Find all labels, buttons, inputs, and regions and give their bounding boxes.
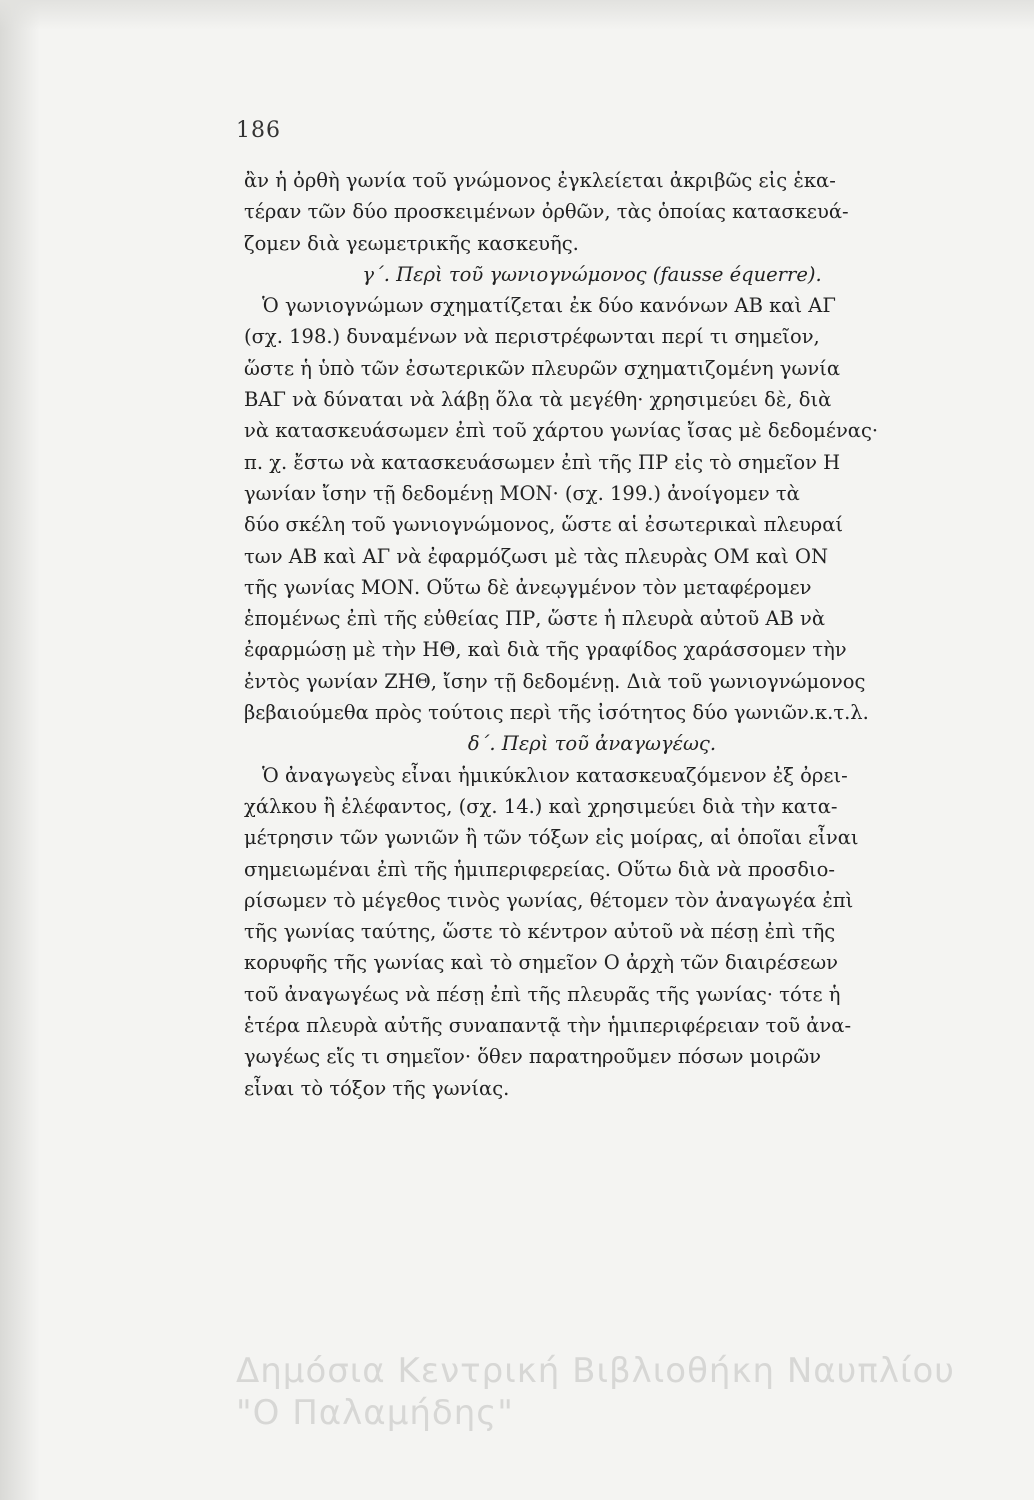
text-line: ρίσωμεν τὸ μέγεθος τινὸς γωνίας, θέτομεν τὸν ἀναγωγέα ἐπὶ <box>244 888 854 912</box>
text-line: γωνίαν ἴσην τῇ δεδομένῃ ΜΟΝ· (σχ. 199.) ἀνοίγομεν τὰ <box>244 481 800 505</box>
text-line: ἑτέρα πλευρὰ αὐτῆς συναπαντᾷ τὴν ἡμιπεριφέρειαν τοῦ ἀνα- <box>244 1014 852 1038</box>
text-line: τοῦ ἀναγωγέως νὰ πέσῃ ἐπὶ τῆς πλευρᾶς τῆς γωνίας· τότε ἡ <box>244 982 841 1006</box>
library-watermark <box>236 1350 996 1434</box>
text-line: (σχ. 198.) δυναμένων νὰ περιστρέφωνται περί τι σημεῖον, <box>244 325 820 349</box>
text-line: ΒΑΓ νὰ δύναται νὰ λάβῃ ὅλα τὰ μεγέθη· χρησιμεύει δὲ, διὰ <box>244 388 832 412</box>
text-line: γωγέως εἴς τι σημεῖον· ὅθεν παρατηροῦμεν πόσων μοιρῶν <box>244 1045 821 1069</box>
text-line: σημειωμέναι ἐπὶ τῆς ἡμιπεριφερείας. Οὕτω διὰ νὰ προσδιο- <box>244 857 835 881</box>
text-line: νὰ κατασκευάσωμεν ἐπὶ τοῦ χάρτου γωνίας ἴσας μὲ δεδομένας· <box>244 419 879 443</box>
watermark-line: "Ο Παλαμήδης" <box>236 1393 514 1433</box>
text-line: εἶναι τὸ τόξον τῆς γωνίας. <box>244 1076 510 1100</box>
text-line: χάλκου ἢ ἐλέφαντος, (σχ. 14.) καὶ χρησιμεύει διὰ τὴν κατα- <box>244 794 838 818</box>
text-line: Ὁ γωνιογνώμων σχηματίζεται ἐκ δύο κανόνων ΑΒ καὶ ΑΓ <box>262 294 836 318</box>
page-number: 186 <box>236 118 281 143</box>
section-heading-delta: δ΄. Περὶ τοῦ ἀναγωγέως. <box>467 732 717 756</box>
text-line: τῆς γωνίας ταύτης, ὥστε τὸ κέντρον αὐτοῦ νὰ πέσῃ ἐπὶ τῆς <box>244 920 836 944</box>
text-line: ζομεν διὰ γεωμετρικῆς κασκευῆς. <box>244 231 579 255</box>
page-top-shadow <box>0 0 1034 30</box>
page-edge-shadow <box>0 0 40 1500</box>
text-line: τῆς γωνίας ΜΟΝ. Οὕτω δὲ ἀνεῳγμένον τὸν μεταφέρομεν <box>244 575 812 599</box>
text-line: μέτρησιν τῶν γωνιῶν ἢ τῶν τόξων εἰς μοίρας, αἱ ὁποῖαι εἶναι <box>244 826 859 850</box>
text-line: ἐφαρμώσῃ μὲ τὴν ΗΘ, καὶ διὰ τῆς γραφίδος χαράσσομεν τὴν <box>244 638 847 662</box>
text-line: των ΑΒ καὶ ΑΓ νὰ ἐφαρμόζωσι μὲ τὰς πλευρὰς ΟΜ καὶ ΟΝ <box>244 544 829 568</box>
text-line: ἂν ἡ ὀρθὴ γωνία τοῦ γνώμονος ἐγκλείεται ἀκριβῶς εἰς ἑκα- <box>244 169 836 192</box>
text-line: βεβαιούμεθα πρὸς τούτοις περὶ τῆς ἰσότητος δύο γωνιῶν.κ.τ.λ. <box>244 701 869 725</box>
text-line: τέραν τῶν δύο προσκειμένων ὀρθῶν, τὰς ὁποίας κατασκευά- <box>244 200 849 224</box>
body-text <box>244 165 980 1104</box>
text-line: ἐντὸς γωνίαν ΖΗΘ, ἴσην τῇ δεδομένῃ. Διὰ τοῦ γωνιογνώμονος <box>244 669 866 693</box>
watermark-line: Δημόσια Κεντρική Βιβλιοθήκη Ναυπλίου <box>236 1351 955 1391</box>
text-line: ὥστε ἡ ὑπὸ τῶν ἐσωτερικῶν πλευρῶν σχηματιζομένη γωνία <box>244 356 841 380</box>
text-line: π. χ. ἔστω νὰ κατασκευάσωμεν ἐπὶ τῆς ΠΡ εἰς τὸ σημεῖον Η <box>244 450 841 474</box>
text-line: ἑπομένως ἐπὶ τῆς εὐθείας ΠΡ, ὥστε ἡ πλευρὰ αὐτοῦ ΑΒ νὰ <box>244 607 826 631</box>
text-line: κορυφῆς τῆς γωνίας καὶ τὸ σημεῖον Ο ἀρχὴ τῶν διαιρέσεων <box>244 951 838 975</box>
section-heading-gamma: γ΄. Περὶ τοῦ γωνιογνώμονος (fausse équerre). <box>362 262 822 286</box>
text-line: Ὁ ἀναγωγεὺς εἶναι ἡμικύκλιον κατασκευαζόμενον ἐξ ὀρει- <box>262 763 848 787</box>
text-line: δύο σκέλη τοῦ γωνιογνώμονος, ὥστε αἱ ἐσωτερικαὶ πλευραί <box>244 513 844 537</box>
